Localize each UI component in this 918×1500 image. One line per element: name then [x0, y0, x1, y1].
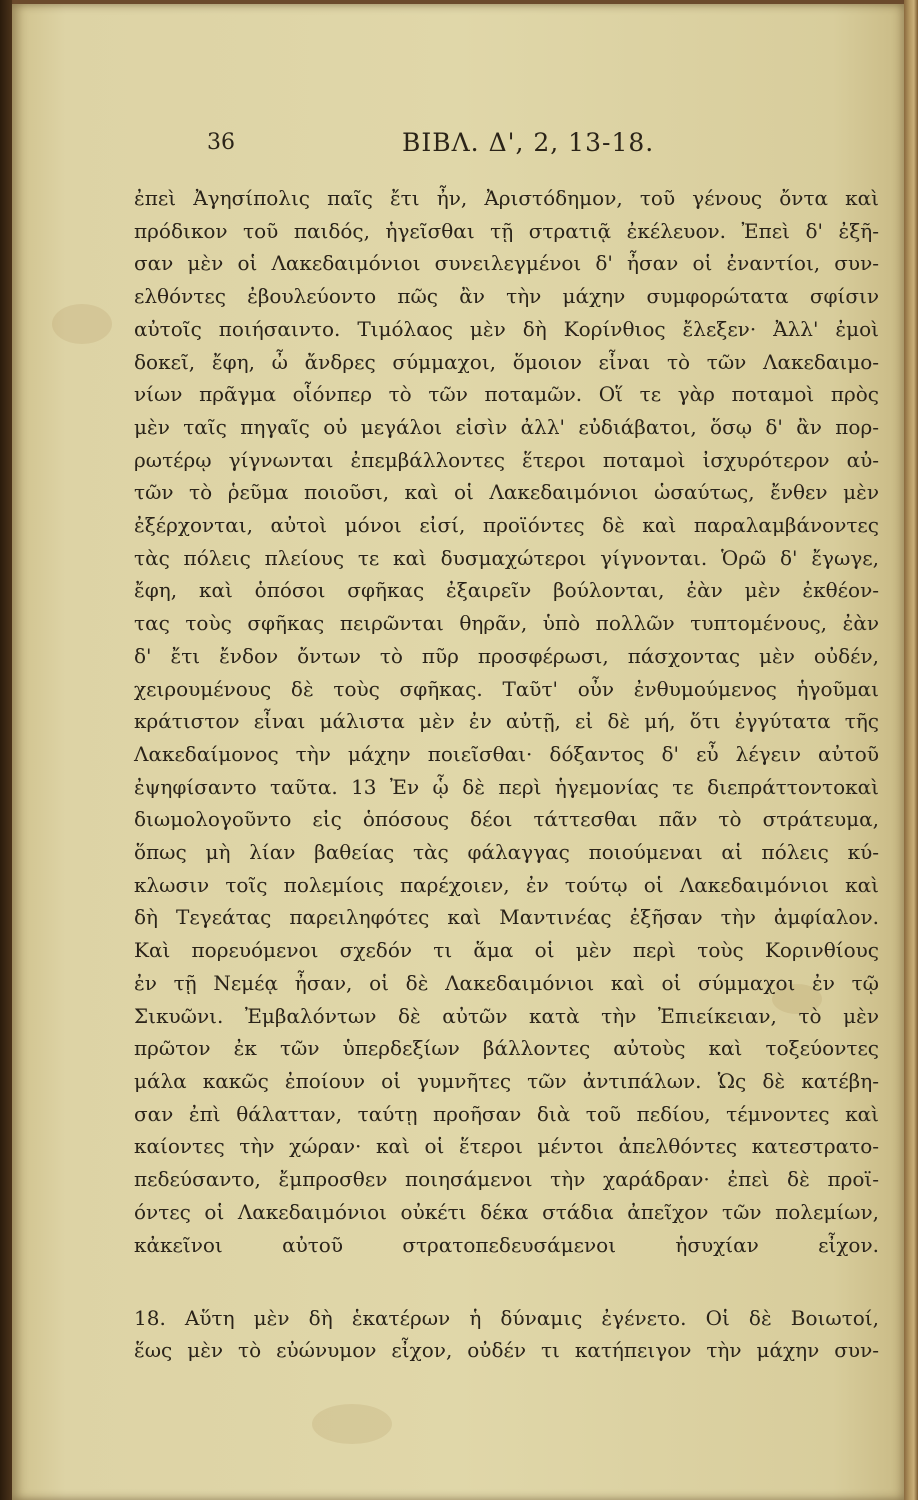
text-line: μὲν ταῖς πηγαῖς οὐ μεγάλοι εἰσὶν ἀλλ' εὐδιάβατοι, ὅσῳ δ' ἂν πορ- [134, 414, 879, 439]
text-line: διωμολογοῦντο εἰς ὁπόσους δέοι τάττεσθαι πᾶν τὸ στράτευμα, [134, 807, 879, 832]
text-line: Καὶ πορευόμενοι σχεδόν τι ἅμα οἱ μὲν περὶ τοὺς Κορινθίους [134, 938, 879, 963]
text-line: τας τοὺς σφῆκας πειρῶνται θηρᾶν, ὑπὸ πολλῶν τυπτομένους, ἐὰν [134, 611, 879, 636]
main-text-block [134, 182, 879, 1261]
text-line: τὰς πόλεις πλείους τε καὶ δυσμαχώτεροι γίγνονται. Ὁρῶ δ' ἔγωγε, [134, 545, 879, 570]
text-line: σαν ἐπὶ θάλατταν, ταύτῃ προῆσαν διὰ τοῦ πεδίου, τέμνοντες καὶ [134, 1101, 879, 1126]
text-line: τῶν τὸ ῥεῦμα ποιοῦσι, καὶ οἱ Λακεδαιμόνιοι ὡσαύτως, ἔνθεν μὲν [134, 480, 879, 505]
text-line: νίων πρᾶγμα οἷόνπερ τὸ τῶν ποταμῶν. Οἵ τε γὰρ ποταμοὶ πρὸς [134, 382, 879, 407]
text-line: αὐτοῖς ποιήσαιντο. Τιμόλαος μὲν δὴ Κορίνθιος ἔλεξεν· Ἀλλ' ἐμοὶ [134, 316, 879, 341]
text-line: ἕως μὲν τὸ εὐώνυμον εἶχον, οὐδέν τι κατήπειγον τὴν μάχην συν- [134, 1338, 879, 1362]
text-line: ελθόντες ἐβουλεύοντο πῶς ἂν τὴν μάχην συμφορώτατα σφίσιν [134, 284, 879, 309]
page-header [12, 124, 904, 164]
book-page [12, 4, 904, 1500]
text-line: δ' ἔτι ἔνδον ὄντων τὸ πῦρ προσφέρωσι, πάσχοντας μὲν οὐδέν, [134, 643, 879, 668]
running-head: ΒΙΒΛ. Δ', 2, 13-18. [402, 128, 655, 157]
text-line: πεδεύσαντο, ἔμπροσθεν ποιησάμενοι τὴν χαράδραν· ἐπεὶ δὲ προϊ- [134, 1167, 879, 1192]
text-line: χειρουμένους δὲ τοὺς σφῆκας. Ταῦτ' οὖν ἐνθυμούμενος ἡγοῦμαι [134, 676, 879, 701]
paper-stain [52, 304, 112, 344]
text-line: 18. Αὕτη μὲν δὴ ἑκατέρων ἡ δύναμις ἐγένετο. Οἱ δὲ Βοιωτοί, [134, 1306, 879, 1330]
text-line: μάλα κακῶς ἐποίουν οἱ γυμνῆτες τῶν ἀντιπάλων. Ὡς δὲ κατέβη- [134, 1068, 879, 1093]
paper-stain [312, 1404, 392, 1444]
text-line: ἐν τῇ Νεμέᾳ ἦσαν, οἱ δὲ Λακεδαιμόνιοι καὶ οἱ σύμμαχοι ἐν τῷ [134, 970, 879, 995]
book-spine-shadow [0, 0, 12, 1500]
text-line: ἐψηφίσαντο ταῦτα. 13 Ἐν ᾧ δὲ περὶ ἡγεμονίας τε διεπράττοντοκαὶ [134, 774, 879, 799]
page-edge [904, 0, 918, 1500]
text-line: κἀκεῖνοι αὐτοῦ στρατοπεδευσάμενοι ἡσυχίαν εἶχον. [134, 1232, 879, 1257]
text-line: κλωσιν τοῖς πολεμίοις παρέχοιεν, ἐν τούτῳ οἱ Λακεδαιμόνιοι καὶ [134, 872, 879, 897]
text-line: ἐπεὶ Ἀγησίπολις παῖς ἔτι ἦν, Ἀριστόδημον, τοῦ γένους ὄντα καὶ [134, 186, 879, 210]
page-number: 36 [207, 130, 235, 155]
text-line: ὅπως μὴ λίαν βαθείας τὰς φάλαγγας ποιούμεναι αἱ πόλεις κύ- [134, 840, 879, 865]
text-line: σαν μὲν οἱ Λακεδαιμόνιοι συνειλεγμένοι δ' ἦσαν οἱ ἐναντίοι, συν- [134, 251, 879, 276]
text-line: πρόδικον τοῦ παιδός, ἡγεῖσθαι τῇ στρατιᾷ ἐκέλευον. Ἐπεὶ δ' ἐξῆ- [134, 218, 879, 243]
text-line: δοκεῖ, ἔφη, ὦ ἄνδρες σύμμαχοι, ὅμοιον εἶναι τὸ τῶν Λακεδαιμο- [134, 349, 879, 374]
text-line: ρωτέρῳ γίγνωνται ἐπεμβάλλοντες ἕτεροι ποταμοὶ ἰσχυρότερον αὐ- [134, 447, 879, 472]
text-line: όντες οἱ Λακεδαιμόνιοι οὐκέτι δέκα στάδια ἀπεῖχον τῶν πολεμίων, [134, 1199, 879, 1224]
section-18-text [134, 1302, 879, 1366]
text-line: ἔφη, καὶ ὁπόσοι σφῆκας ἐξαιρεῖν βούλονται, ἐὰν μὲν ἐκθέον- [134, 578, 879, 603]
text-line: κράτιστον εἶναι μάλιστα μὲν ἐν αὐτῇ, εἰ δὲ μή, ὅτι ἐγγύτατα τῆς [134, 709, 879, 734]
text-line: δὴ Τεγεάτας παρειληφότες καὶ Μαντινέας ἐξῆσαν τὴν ἀμφίαλον. [134, 905, 879, 930]
text-line: πρῶτον ἐκ τῶν ὑπερδεξίων βάλλοντες αὐτοὺς καὶ τοξεύοντες [134, 1036, 879, 1061]
text-line: Λακεδαίμονος τὴν μάχην ποιεῖσθαι· δόξαντος δ' εὖ λέγειν αὐτοῦ [134, 741, 879, 766]
text-line: ἐξέρχονται, αὐτοὶ μόνοι εἰσί, προϊόντες δὲ καὶ παραλαμβάνοντες [134, 513, 879, 538]
text-line: Σικυῶνι. Ἐμβαλόντων δὲ αὐτῶν κατὰ τὴν Ἐπιείκειαν, τὸ μὲν [134, 1003, 879, 1028]
text-line: καίοντες τὴν χώραν· καὶ οἱ ἕτεροι μέντοι ἀπελθόντες κατεστρατο- [134, 1134, 879, 1159]
